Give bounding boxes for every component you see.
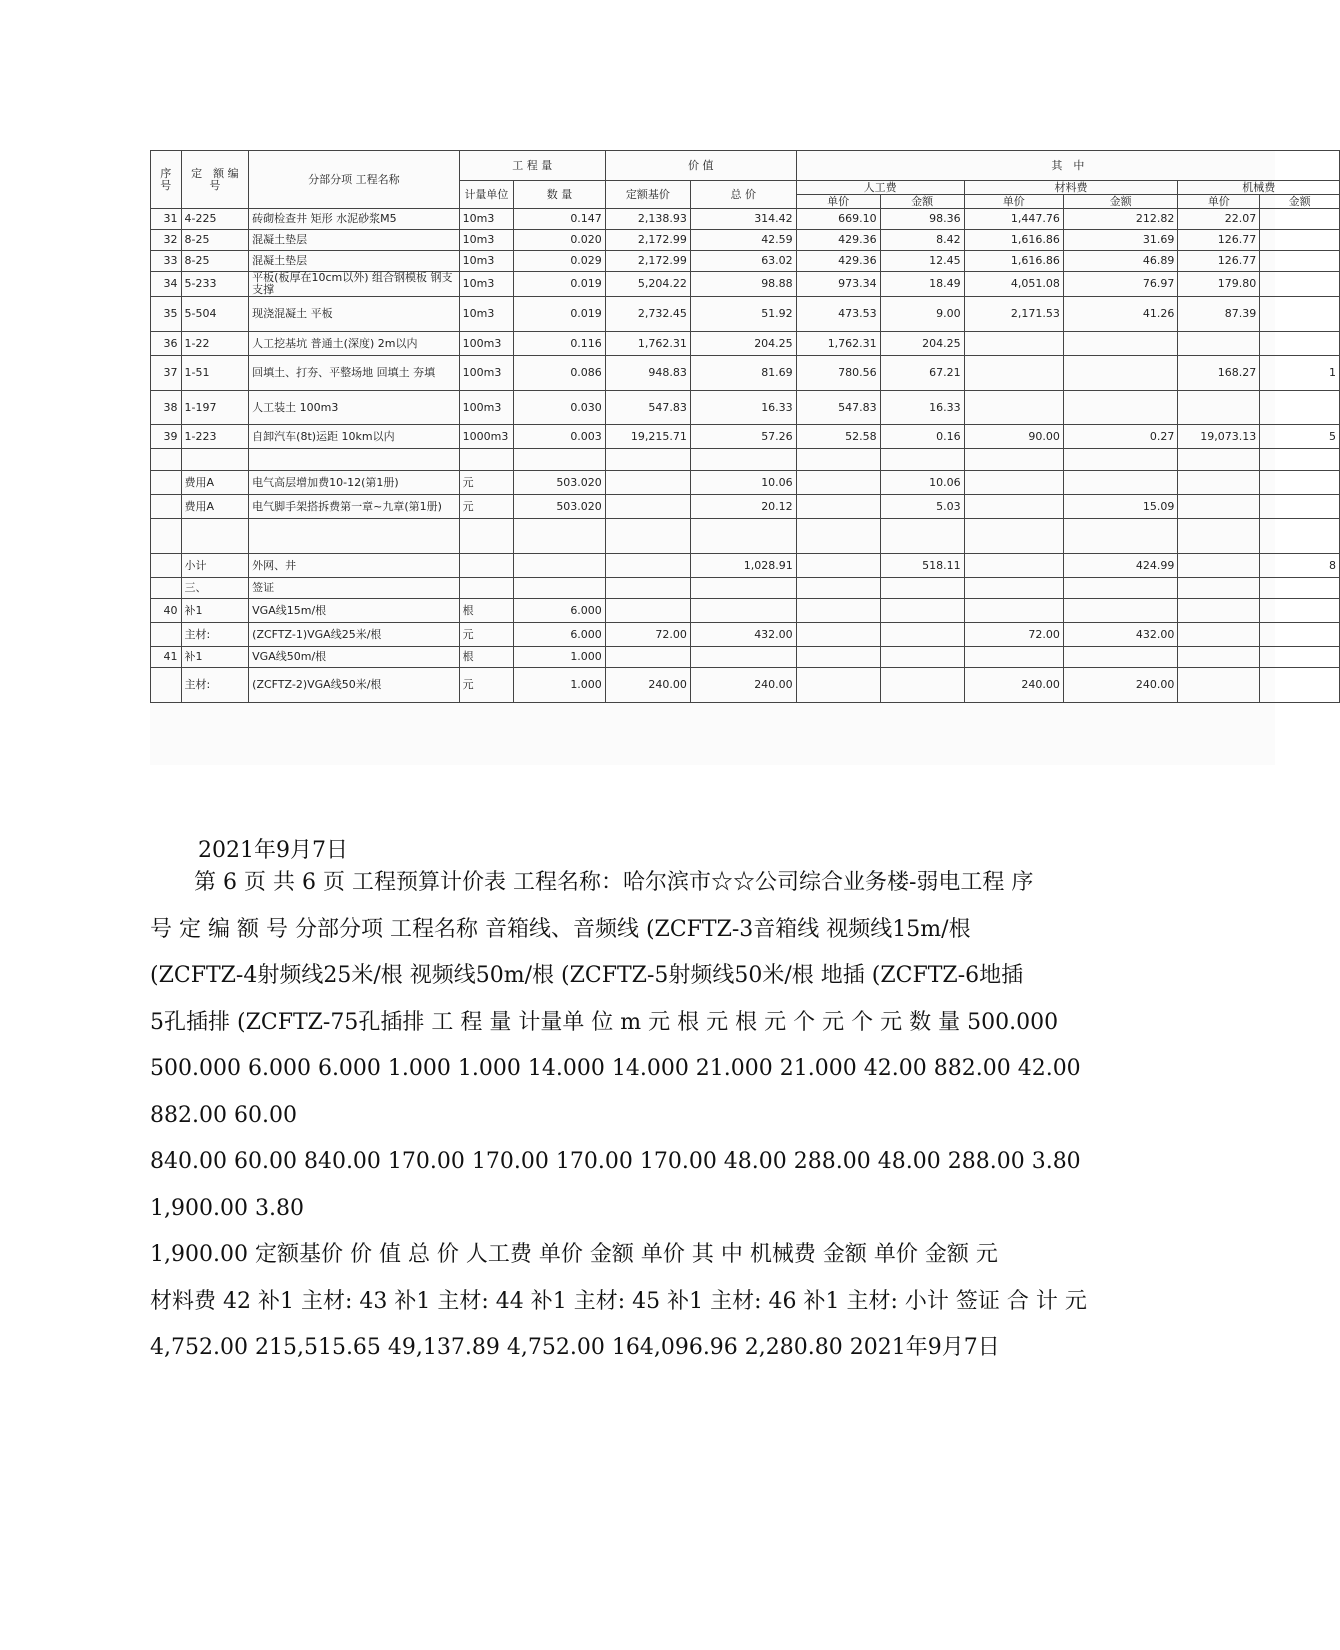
cell-unit: 10m3 xyxy=(459,209,514,230)
cell-code: 主材: xyxy=(181,668,249,703)
cell-kp xyxy=(1178,578,1260,599)
cell-mp xyxy=(964,449,1063,471)
cell-kp: 19,073.13 xyxy=(1178,425,1260,449)
cell-kp xyxy=(1178,471,1260,495)
cell-unit: 10m3 xyxy=(459,272,514,297)
cell-kp xyxy=(1178,554,1260,578)
cell-mp: 4,051.08 xyxy=(964,272,1063,297)
cell-code: 1-223 xyxy=(181,425,249,449)
cell-unit: 元 xyxy=(459,471,514,495)
cell-unit: 元 xyxy=(459,668,514,703)
header-name: 分部分项 工程名称 xyxy=(249,151,460,209)
cell-unit xyxy=(459,578,514,599)
cell-seq xyxy=(151,668,182,703)
cell-unit: 10m3 xyxy=(459,230,514,251)
cell-ka xyxy=(1260,230,1340,251)
cell-kp xyxy=(1178,449,1260,471)
table-row xyxy=(151,251,1340,272)
cell-lp xyxy=(796,449,880,471)
cell-ka xyxy=(1260,272,1340,297)
table-row xyxy=(151,332,1340,356)
cell-name: 人工装土 100m3 xyxy=(249,391,460,425)
cell-ka xyxy=(1260,623,1340,647)
cell-unit: 元 xyxy=(459,623,514,647)
cell-mp xyxy=(964,495,1063,519)
cell-code: 4-225 xyxy=(181,209,249,230)
cell-kp xyxy=(1178,391,1260,425)
cell-seq xyxy=(151,449,182,471)
cell-mp xyxy=(964,332,1063,356)
cell-unit: 100m3 xyxy=(459,332,514,356)
cell-unit: 1000m3 xyxy=(459,425,514,449)
cell-la xyxy=(880,599,964,623)
cell-ma xyxy=(1063,356,1178,391)
cell-name: 电气高层增加费10-12(第1册) xyxy=(249,471,460,495)
cell-base: 1,762.31 xyxy=(605,332,690,356)
cell-la: 518.11 xyxy=(880,554,964,578)
cell-total: 314.42 xyxy=(690,209,796,230)
cell-mp xyxy=(964,356,1063,391)
cell-qty: 0.030 xyxy=(514,391,606,425)
header-labor-unit-price: 单价 xyxy=(796,195,880,209)
cell-ma xyxy=(1063,599,1178,623)
cell-name: 混凝土垫层 xyxy=(249,230,460,251)
paragraph-line: 840.00 60.00 840.00 170.00 170.00 170.00 170.00 48.00 288.00 48.00 288.00 3.80 1,900.00 3.80 xyxy=(150,1149,1081,1221)
cell-unit: 10m3 xyxy=(459,297,514,332)
cell-base: 2,138.93 xyxy=(605,209,690,230)
cell-kp: 126.77 xyxy=(1178,251,1260,272)
paragraph-line: 材料费 42 补1 主材: 43 补1 主材: 44 补1 主材: 45 补1 主材: 46 补1 主材: 小计 签证 合 计 元 xyxy=(150,1288,1087,1314)
cell-qty: 1.000 xyxy=(514,668,606,703)
cell-base xyxy=(605,647,690,668)
cell-code: 1-197 xyxy=(181,391,249,425)
header-material: 材料费 xyxy=(964,181,1178,195)
cell-la xyxy=(880,449,964,471)
cell-total: 204.25 xyxy=(690,332,796,356)
cell-ma: 31.69 xyxy=(1063,230,1178,251)
cell-code: 1-22 xyxy=(181,332,249,356)
paragraph-line: 4,752.00 215,515.65 49,137.89 4,752.00 164,096.96 2,280.80 2021年9月7日 xyxy=(150,1335,1000,1360)
cell-la xyxy=(880,578,964,599)
cell-total xyxy=(690,449,796,471)
cell-qty xyxy=(514,554,606,578)
cell-seq: 32 xyxy=(151,230,182,251)
cell-total: 98.88 xyxy=(690,272,796,297)
cell-ka xyxy=(1260,297,1340,332)
cell-qty: 0.147 xyxy=(514,209,606,230)
cell-ma: 0.27 xyxy=(1063,425,1178,449)
cell-lp: 669.10 xyxy=(796,209,880,230)
table-row xyxy=(151,272,1340,297)
cell-seq xyxy=(151,519,182,554)
cell-unit: 根 xyxy=(459,599,514,623)
cell-total: 20.12 xyxy=(690,495,796,519)
cell-seq: 41 xyxy=(151,647,182,668)
cell-kp xyxy=(1178,519,1260,554)
cell-name: 电气脚手架搭拆费第一章~九章(第1册) xyxy=(249,495,460,519)
cell-lp xyxy=(796,623,880,647)
cell-total: 81.69 xyxy=(690,356,796,391)
table-row xyxy=(151,519,1340,554)
cell-name: 砖砌检查井 矩形 水泥砂浆M5 xyxy=(249,209,460,230)
cell-code xyxy=(181,519,249,554)
cell-lp xyxy=(796,519,880,554)
cell-ka xyxy=(1260,209,1340,230)
cell-ma xyxy=(1063,332,1178,356)
cell-mp: 1,616.86 xyxy=(964,251,1063,272)
cell-total: 10.06 xyxy=(690,471,796,495)
header-seq: 序 号 xyxy=(151,151,182,209)
cell-unit xyxy=(459,519,514,554)
cell-seq xyxy=(151,578,182,599)
cell-ka xyxy=(1260,449,1340,471)
cell-ma xyxy=(1063,647,1178,668)
cell-ma xyxy=(1063,519,1178,554)
cell-lp xyxy=(796,471,880,495)
cell-mp xyxy=(964,578,1063,599)
cell-base: 547.83 xyxy=(605,391,690,425)
cell-mp: 1,616.86 xyxy=(964,230,1063,251)
cell-base: 240.00 xyxy=(605,668,690,703)
cell-ma xyxy=(1063,391,1178,425)
cell-mp: 2,171.53 xyxy=(964,297,1063,332)
cell-seq: 36 xyxy=(151,332,182,356)
cell-base xyxy=(605,449,690,471)
cell-seq xyxy=(151,471,182,495)
header-qty: 数 量 xyxy=(514,181,606,209)
cell-code: 补1 xyxy=(181,599,249,623)
cell-qty: 0.029 xyxy=(514,251,606,272)
header-base-price: 定额基价 xyxy=(605,181,690,209)
cell-lp: 1,762.31 xyxy=(796,332,880,356)
cell-lp: 473.53 xyxy=(796,297,880,332)
cell-total: 240.00 xyxy=(690,668,796,703)
cell-total xyxy=(690,519,796,554)
cell-qty: 0.116 xyxy=(514,332,606,356)
cell-la: 0.16 xyxy=(880,425,964,449)
cell-la: 9.00 xyxy=(880,297,964,332)
cell-mp xyxy=(964,519,1063,554)
cell-lp xyxy=(796,554,880,578)
cell-mp: 240.00 xyxy=(964,668,1063,703)
cell-qty: 1.000 xyxy=(514,647,606,668)
cell-qty: 0.020 xyxy=(514,230,606,251)
scanned-table-image xyxy=(150,150,1336,765)
cell-ma xyxy=(1063,578,1178,599)
cell-code: 三、 xyxy=(181,578,249,599)
table-row xyxy=(151,471,1340,495)
cell-lp xyxy=(796,495,880,519)
cell-mp xyxy=(964,391,1063,425)
cell-la: 67.21 xyxy=(880,356,964,391)
table-row xyxy=(151,356,1340,391)
cell-ka xyxy=(1260,668,1340,703)
header-quantity-group: 工 程 量 xyxy=(459,151,605,181)
cell-lp xyxy=(796,647,880,668)
cell-name: 外网、井 xyxy=(249,554,460,578)
cell-seq: 37 xyxy=(151,356,182,391)
cell-name: 平板(板厚在10cm以外) 组合钢模板 钢支支撑 xyxy=(249,272,460,297)
cell-ma: 46.89 xyxy=(1063,251,1178,272)
cell-code: 费用A xyxy=(181,471,249,495)
cell-unit: 100m3 xyxy=(459,356,514,391)
cell-ma: 15.09 xyxy=(1063,495,1178,519)
cell-base: 2,732.45 xyxy=(605,297,690,332)
cell-ka xyxy=(1260,471,1340,495)
cell-total: 16.33 xyxy=(690,391,796,425)
cell-ka xyxy=(1260,519,1340,554)
cell-mp: 72.00 xyxy=(964,623,1063,647)
paragraph-line: 1,900.00 定额基价 价 值 总 价 人工费 单价 金额 单价 其 中 机械费 金额 单价 金额 元 xyxy=(150,1242,998,1267)
cell-kp: 168.27 xyxy=(1178,356,1260,391)
cell-mp xyxy=(964,647,1063,668)
table-row xyxy=(151,425,1340,449)
cell-lp: 973.34 xyxy=(796,272,880,297)
cell-ma: 432.00 xyxy=(1063,623,1178,647)
body-paragraph xyxy=(150,860,1140,1372)
cell-ka xyxy=(1260,495,1340,519)
cell-qty xyxy=(514,519,606,554)
paragraph-line: 第 6 页 共 6 页 工程预算计价表 工程名称：哈尔滨市☆☆公司综合业务楼-弱电工程 序 xyxy=(194,870,1034,895)
cell-qty: 0.019 xyxy=(514,297,606,332)
cell-kp xyxy=(1178,647,1260,668)
cell-code: 主材: xyxy=(181,623,249,647)
header-of-which: 其 中 xyxy=(796,151,1339,181)
cell-qty: 0.086 xyxy=(514,356,606,391)
cell-code: 8-25 xyxy=(181,230,249,251)
cell-base: 2,172.99 xyxy=(605,230,690,251)
cell-code: 补1 xyxy=(181,647,249,668)
cell-code: 5-504 xyxy=(181,297,249,332)
table-row xyxy=(151,623,1340,647)
cell-seq: 31 xyxy=(151,209,182,230)
table-row xyxy=(151,647,1340,668)
cell-base xyxy=(605,495,690,519)
cell-la: 12.45 xyxy=(880,251,964,272)
cell-total xyxy=(690,599,796,623)
cell-ka xyxy=(1260,332,1340,356)
paragraph-line: (ZCFTZ-4射频线25米/根 视频线50m/根 (ZCFTZ-5射频线50米/根 地插 (ZCFTZ-6地插 xyxy=(150,963,1024,988)
cell-unit: 元 xyxy=(459,495,514,519)
cell-kp: 22.07 xyxy=(1178,209,1260,230)
cell-seq: 34 xyxy=(151,272,182,297)
cell-la xyxy=(880,623,964,647)
cell-seq xyxy=(151,623,182,647)
table-row xyxy=(151,297,1340,332)
cell-name: 签证 xyxy=(249,578,460,599)
cell-mp xyxy=(964,554,1063,578)
cell-la: 5.03 xyxy=(880,495,964,519)
cell-base xyxy=(605,471,690,495)
cell-code: 费用A xyxy=(181,495,249,519)
cell-total: 63.02 xyxy=(690,251,796,272)
cell-ka xyxy=(1260,391,1340,425)
table-row xyxy=(151,599,1340,623)
header-material-unit-price: 单价 xyxy=(964,195,1063,209)
paragraph-line: 号 定 编 额 号 分部分项 工程名称 音箱线、音频线 (ZCFTZ-3音箱线 视频线15m/根 xyxy=(150,916,971,942)
cell-ma: 76.97 xyxy=(1063,272,1178,297)
cell-la: 18.49 xyxy=(880,272,964,297)
cell-lp: 429.36 xyxy=(796,230,880,251)
paragraph-line: 500.000 6.000 6.000 1.000 1.000 14.000 14.000 21.000 21.000 42.00 882.00 42.00 882.00 60.00 xyxy=(150,1056,1081,1128)
cell-lp xyxy=(796,668,880,703)
header-machine-amount: 金额 xyxy=(1260,195,1340,209)
cell-qty: 6.000 xyxy=(514,599,606,623)
cell-mp xyxy=(964,599,1063,623)
cell-total: 432.00 xyxy=(690,623,796,647)
cell-code xyxy=(181,449,249,471)
table-row xyxy=(151,230,1340,251)
cell-ka xyxy=(1260,599,1340,623)
cell-name xyxy=(249,449,460,471)
cell-name: 人工挖基坑 普通土(深度) 2m以内 xyxy=(249,332,460,356)
header-code: 定 额 编 号 xyxy=(181,151,249,209)
cell-lp: 780.56 xyxy=(796,356,880,391)
cell-ma: 212.82 xyxy=(1063,209,1178,230)
cell-base xyxy=(605,519,690,554)
cell-name: 现浇混凝土 平板 xyxy=(249,297,460,332)
cell-ma: 240.00 xyxy=(1063,668,1178,703)
header-material-amount: 金额 xyxy=(1063,195,1178,209)
cell-kp xyxy=(1178,599,1260,623)
table-row xyxy=(151,668,1340,703)
cell-name xyxy=(249,519,460,554)
cell-qty xyxy=(514,578,606,599)
header-machine: 机械费 xyxy=(1178,181,1340,195)
header-unit: 计量单位 xyxy=(459,181,514,209)
cell-lp: 547.83 xyxy=(796,391,880,425)
cell-kp: 87.39 xyxy=(1178,297,1260,332)
cell-qty: 0.019 xyxy=(514,272,606,297)
cell-kp: 179.80 xyxy=(1178,272,1260,297)
cell-seq: 33 xyxy=(151,251,182,272)
cell-base: 72.00 xyxy=(605,623,690,647)
cell-name: 回填土、打夯、平整场地 回填土 夯填 xyxy=(249,356,460,391)
cell-la xyxy=(880,519,964,554)
header-labor: 人工费 xyxy=(796,181,964,195)
cell-la xyxy=(880,647,964,668)
table-row xyxy=(151,449,1340,471)
cell-code: 8-25 xyxy=(181,251,249,272)
header-total: 总 价 xyxy=(690,181,796,209)
cell-unit xyxy=(459,554,514,578)
table-body xyxy=(151,209,1340,703)
cell-qty: 0.003 xyxy=(514,425,606,449)
cell-lp: 52.58 xyxy=(796,425,880,449)
cell-ka xyxy=(1260,251,1340,272)
cell-base: 2,172.99 xyxy=(605,251,690,272)
cell-base xyxy=(605,578,690,599)
cell-total: 42.59 xyxy=(690,230,796,251)
cell-ma: 41.26 xyxy=(1063,297,1178,332)
cell-seq xyxy=(151,495,182,519)
cell-total: 57.26 xyxy=(690,425,796,449)
cell-qty xyxy=(514,449,606,471)
cell-kp: 126.77 xyxy=(1178,230,1260,251)
table-row xyxy=(151,554,1340,578)
cell-lp xyxy=(796,578,880,599)
cell-ka: 1 xyxy=(1260,356,1340,391)
cell-seq: 35 xyxy=(151,297,182,332)
cell-kp xyxy=(1178,332,1260,356)
cell-unit: 100m3 xyxy=(459,391,514,425)
cell-la xyxy=(880,668,964,703)
header-machine-unit-price: 单价 xyxy=(1178,195,1260,209)
cell-ma xyxy=(1063,449,1178,471)
cell-name: 自卸汽车(8t)运距 10km以内 xyxy=(249,425,460,449)
header-value-group: 价 值 xyxy=(605,151,796,181)
cell-name: 混凝土垫层 xyxy=(249,251,460,272)
cell-seq: 38 xyxy=(151,391,182,425)
table-row xyxy=(151,495,1340,519)
table-row xyxy=(151,578,1340,599)
cell-name: VGA线15m/根 xyxy=(249,599,460,623)
budget-table xyxy=(150,150,1340,703)
cell-la: 204.25 xyxy=(880,332,964,356)
cell-qty: 6.000 xyxy=(514,623,606,647)
cell-mp xyxy=(964,471,1063,495)
table-row xyxy=(151,391,1340,425)
cell-lp xyxy=(796,599,880,623)
cell-ma xyxy=(1063,471,1178,495)
cell-la: 8.42 xyxy=(880,230,964,251)
cell-code: 5-233 xyxy=(181,272,249,297)
cell-ka xyxy=(1260,647,1340,668)
header-labor-amount: 金额 xyxy=(880,195,964,209)
cell-seq xyxy=(151,554,182,578)
date-line: 2021年9月7日 xyxy=(198,838,348,863)
cell-code: 1-51 xyxy=(181,356,249,391)
cell-lp: 429.36 xyxy=(796,251,880,272)
cell-seq: 40 xyxy=(151,599,182,623)
cell-total: 51.92 xyxy=(690,297,796,332)
cell-kp xyxy=(1178,623,1260,647)
cell-name: (ZCFTZ-1)VGA线25米/根 xyxy=(249,623,460,647)
cell-total xyxy=(690,578,796,599)
cell-kp xyxy=(1178,495,1260,519)
cell-base xyxy=(605,554,690,578)
cell-base xyxy=(605,599,690,623)
cell-total xyxy=(690,647,796,668)
cell-seq: 39 xyxy=(151,425,182,449)
cell-ka: 5 xyxy=(1260,425,1340,449)
cell-ka: 8 xyxy=(1260,554,1340,578)
cell-total: 1,028.91 xyxy=(690,554,796,578)
cell-base: 5,204.22 xyxy=(605,272,690,297)
cell-ma: 424.99 xyxy=(1063,554,1178,578)
cell-kp xyxy=(1178,668,1260,703)
cell-la: 98.36 xyxy=(880,209,964,230)
cell-unit xyxy=(459,449,514,471)
table-row xyxy=(151,209,1340,230)
cell-la: 16.33 xyxy=(880,391,964,425)
cell-la: 10.06 xyxy=(880,471,964,495)
cell-name: (ZCFTZ-2)VGA线50米/根 xyxy=(249,668,460,703)
cell-mp: 90.00 xyxy=(964,425,1063,449)
cell-code: 小计 xyxy=(181,554,249,578)
cell-base: 948.83 xyxy=(605,356,690,391)
paragraph-line: 5孔插排 (ZCFTZ-75孔插排 工 程 量 计量单 位 m 元 根 元 根 元 个 元 个 元 数 量 500.000 xyxy=(150,1009,1059,1035)
cell-qty: 503.020 xyxy=(514,471,606,495)
cell-unit: 根 xyxy=(459,647,514,668)
cell-mp: 1,447.76 xyxy=(964,209,1063,230)
cell-qty: 503.020 xyxy=(514,495,606,519)
cell-unit: 10m3 xyxy=(459,251,514,272)
cell-ka xyxy=(1260,578,1340,599)
cell-base: 19,215.71 xyxy=(605,425,690,449)
cell-name: VGA线50m/根 xyxy=(249,647,460,668)
